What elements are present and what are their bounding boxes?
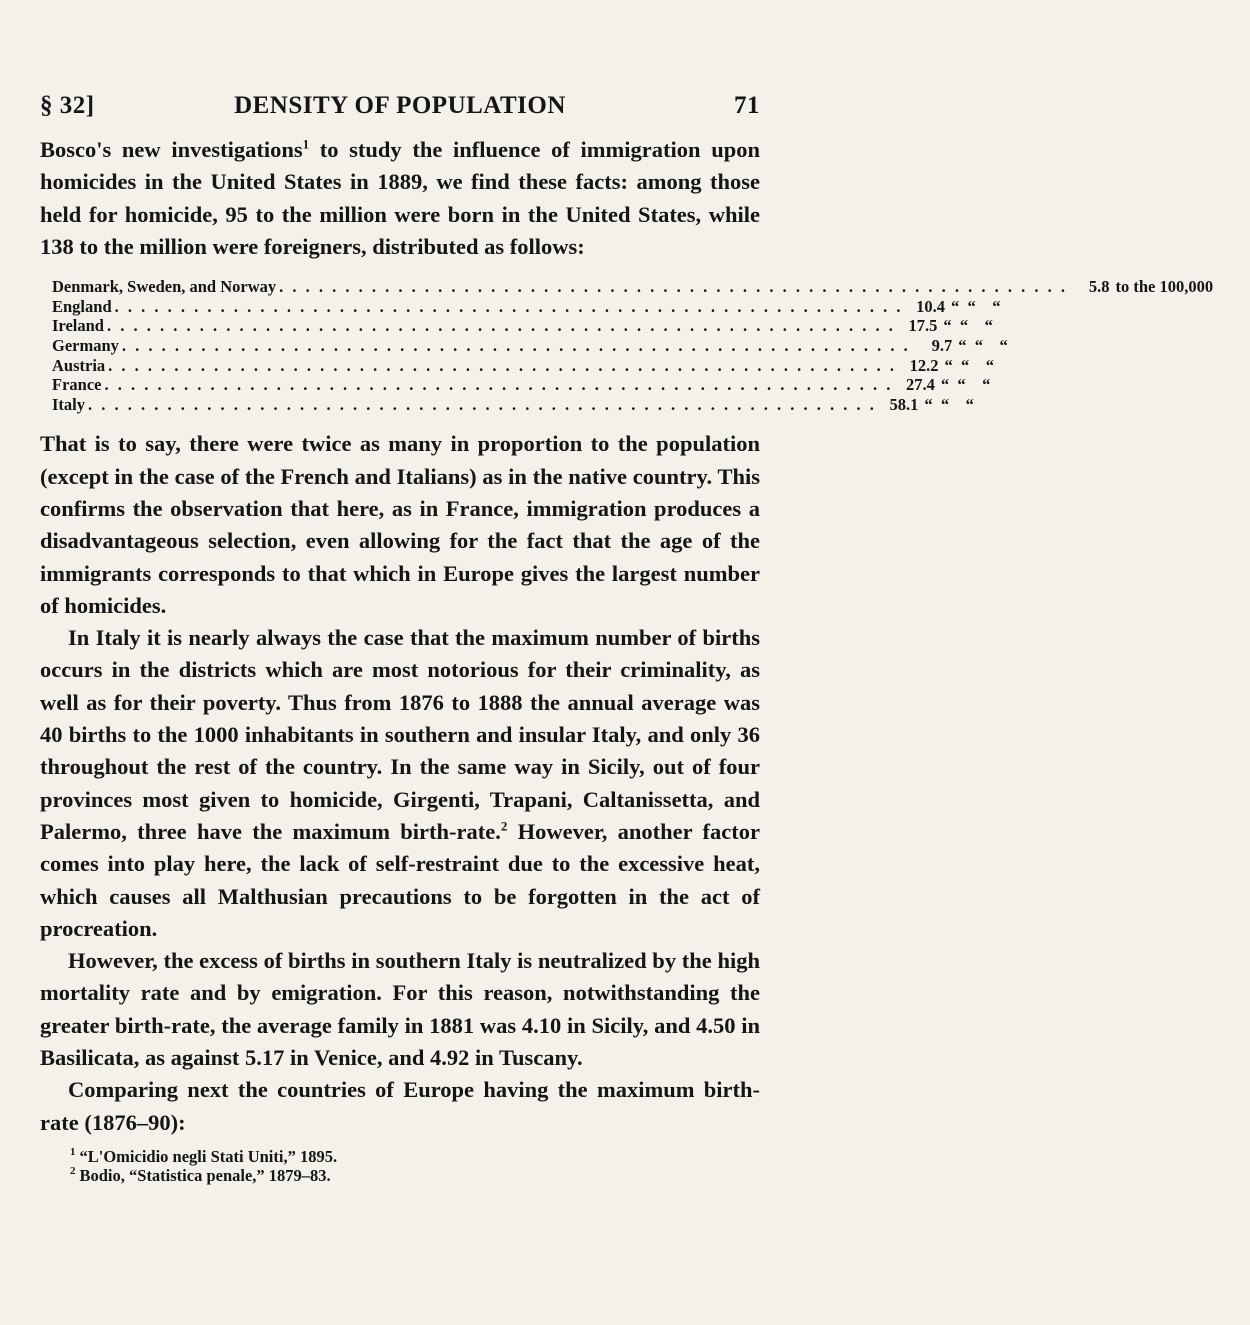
homicide-rate-table	[52, 277, 1214, 414]
rate-value: 12.2	[909, 355, 939, 375]
rate-value: 5.8	[1088, 277, 1110, 297]
country-name: England	[52, 296, 112, 316]
italy-text-a: In Italy it is nearly always the case that the maximum number of births occurs in the districts which are most notorious for their criminality, as well as for their poverty. Thus from 1876 to 1888 the annual average was 40 births to the 1000 inhabitants in southern and insular Italy, and only 36 throughout the rest of the country. In the same way in Sicily, out of four provinces most given to homicide, Girgenti, Trapani, Caltanissetta, and Palermo, three have the maximum birth-rate.	[40, 625, 760, 844]
leader-dots: . . . . . . . . . . . . . . . . . . . . . . . . . . . . . . . . . . . . . . . . . . . . . . . . . . . . . . . . . . . .	[108, 355, 897, 375]
rate-value: 9.7	[931, 335, 953, 355]
table-row	[52, 335, 1008, 356]
rate-unit: “ “ “	[958, 335, 1008, 355]
page-number: 71	[734, 92, 760, 119]
footnote-text: “L'Omicidio negli Stati Uniti,” 1895.	[79, 1146, 338, 1166]
leader-dots: . . . . . . . . . . . . . . . . . . . . . . . . . . . . . . . . . . . . . . . . . . . . . . . . . . . . . . . . . . . .	[88, 394, 877, 414]
rate-value: 10.4	[916, 296, 945, 316]
table-row	[52, 394, 974, 415]
rate-unit: to the 100,000	[1115, 277, 1214, 297]
footnote-text: Bodio, “Statistica penale,” 1879–83.	[79, 1165, 331, 1185]
table-row	[52, 296, 1001, 317]
footnote-mark: 2	[70, 1165, 76, 1178]
italy-text-b: However, another factor comes into play here, the lack of self-restraint due to the excessive heat, which causes all Malthusian precautions to be forgotten in the act of procreation.	[40, 818, 760, 941]
rate-value: 58.1	[889, 394, 919, 414]
table-row	[52, 355, 995, 376]
running-header	[40, 92, 760, 124]
leader-dots: . . . . . . . . . . . . . . . . . . . . . . . . . . . . . . . . . . . . . . . . . . . . . . . . . . . . . . . . . . . .	[114, 296, 903, 316]
section-marker: § 32]	[40, 92, 95, 119]
paragraph-excess-births: However, the excess of births in southern Italy is neutralized by the high mortality rate and by emigration. For this reason, notwithstanding the greater birth-rate, the average family in 1881 was 4.10 in Sicily, and 4.50 in Basilicata, as against 5.17 in Venice, and 4.92 in Tuscany.	[40, 948, 760, 1070]
paragraph-comparing: Comparing next the countries of Europe having the maximum birth-rate (1876–90):	[40, 1077, 760, 1135]
country-name: Denmark, Sweden, and Norway	[52, 277, 277, 297]
footnote-ref-2: 2	[500, 818, 508, 834]
footnote-mark: 1	[70, 1146, 76, 1159]
rate-unit: “ “ “	[943, 316, 993, 336]
country-name: France	[52, 375, 102, 395]
paragraph-italy-births	[40, 622, 760, 945]
intro-text-a: Bosco's new investigations	[40, 137, 303, 162]
rate-value: 17.5	[908, 316, 938, 336]
rate-unit: “ “ “	[924, 394, 974, 414]
rate-unit: “ “ “	[940, 375, 991, 395]
intro-paragraph	[40, 134, 760, 263]
rate-unit: “ “ “	[951, 296, 1001, 316]
footnote-ref-1: 1	[302, 136, 310, 152]
country-name: Austria	[52, 355, 106, 375]
rate-unit: “ “ “	[944, 355, 995, 375]
country-name: Italy	[52, 394, 85, 414]
book-page	[40, 92, 1214, 1185]
paragraph-twice-as-many: That is to say, there were twice as many in proportion to the population (except in the case of the French and Italians) as in the native country. This confirms the observation that here, as in France, immigration produces a disadvantageous selection, even allowing for the fact that the age of the immigrants corresponds to that which in Europe gives the largest number of homicides.	[40, 431, 760, 618]
leader-dots: . . . . . . . . . . . . . . . . . . . . . . . . . . . . . . . . . . . . . . . . . . . . . . . . . . . . . . . . . . . .	[121, 335, 911, 355]
table-row	[52, 316, 993, 336]
footnotes	[70, 1147, 760, 1185]
rate-value: 27.4	[905, 375, 935, 395]
page-title: DENSITY OF POPULATION	[234, 92, 566, 119]
country-name: Germany	[52, 335, 119, 355]
table-row	[52, 375, 991, 395]
leader-dots: . . . . . . . . . . . . . . . . . . . . . . . . . . . . . . . . . . . . . . . . . . . . . . . . . . . . . . . . . . . .	[106, 316, 896, 336]
leader-dots: . . . . . . . . . . . . . . . . . . . . . . . . . . . . . . . . . . . . . . . . . . . . . . . . . . . . . . . . . . . .	[104, 375, 893, 395]
intro-text-b: to study the influence of immigration upon homicides in the United States in 1889, we find these facts: among those held for homicide, 95 to the million were born in the United States, while 138 to the million were foreigners, distributed as follows:	[40, 137, 760, 259]
footnote	[70, 1166, 760, 1185]
leader-dots: . . . . . . . . . . . . . . . . . . . . . . . . . . . . . . . . . . . . . . . . . . . . . . . . . . . . . . . . . . . .	[279, 277, 1068, 297]
footnote	[70, 1147, 760, 1166]
table-row	[52, 277, 1214, 297]
country-name: Ireland	[52, 316, 104, 336]
